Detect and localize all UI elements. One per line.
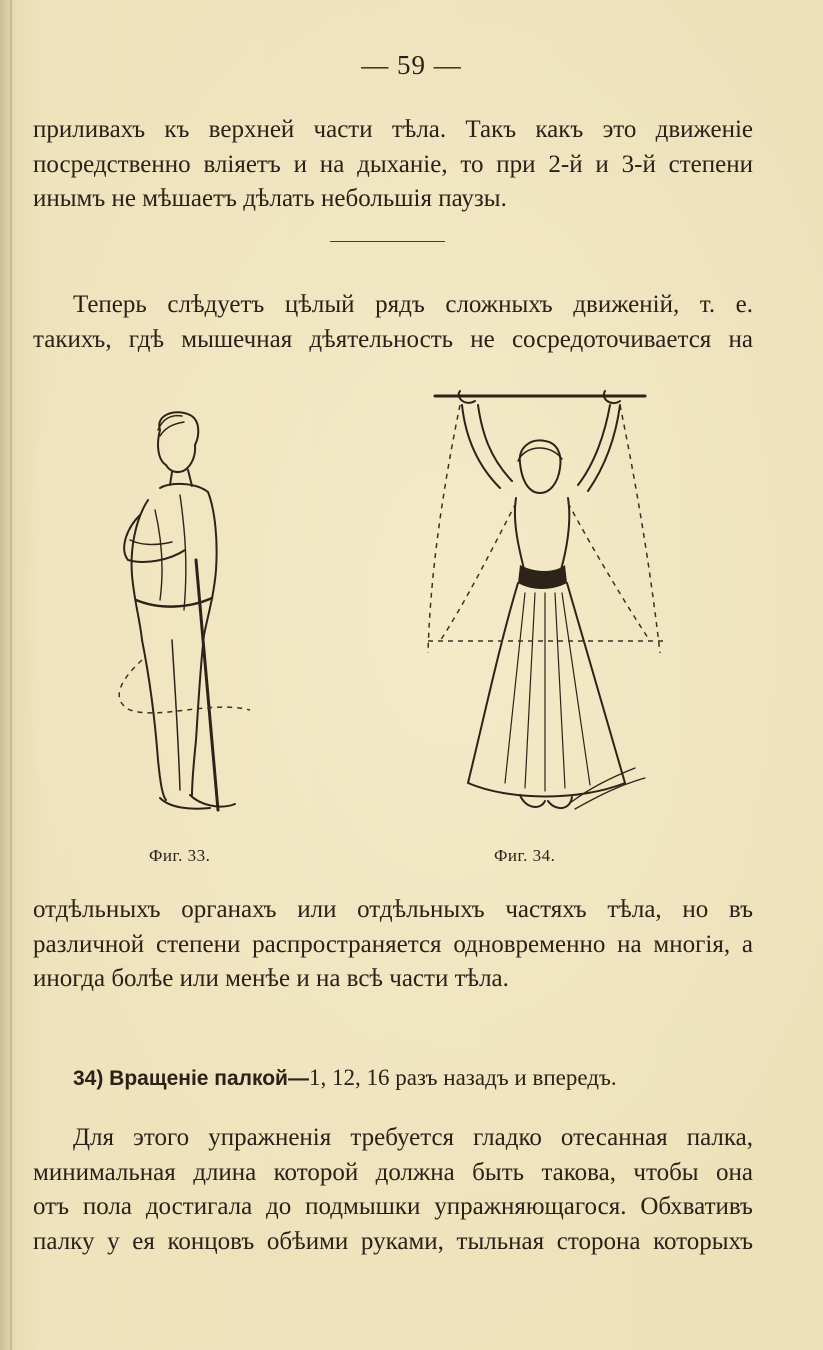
figure-34-caption: Фиг. 34. bbox=[494, 846, 556, 865]
exercise-name: 34) Вращеніе палкой— bbox=[73, 1067, 309, 1090]
text-line: палку у ея концовъ обѣими руками, тыльная сторона которыхъ bbox=[33, 1227, 753, 1255]
figure-34-illustration bbox=[420, 383, 670, 823]
exercise-heading bbox=[73, 1065, 753, 1091]
page-gutter bbox=[10, 0, 12, 1350]
paragraph-2 bbox=[33, 288, 753, 357]
text-line: Для этого упражненія требуется гладко отесанная палка, bbox=[73, 1124, 753, 1151]
exercise-counts: 1, 12, 16 разъ назадъ и впередъ. bbox=[308, 1065, 617, 1090]
text-line: различной степени распространяется одновременно на многія, а bbox=[33, 930, 753, 958]
text-line: иногда болѣе или менѣе и на всѣ части тѣла. bbox=[33, 965, 509, 992]
text-line: приливахъ къ верхней части тѣла. Такъ какъ это движеніе bbox=[33, 116, 753, 143]
text-line: минимальная длина которой должна быть такова, чтобы она bbox=[33, 1158, 753, 1186]
text-line: отдѣльныхъ органахъ или отдѣльныхъ частяхъ тѣла, но въ bbox=[33, 896, 753, 923]
paragraph-4 bbox=[33, 1121, 753, 1259]
text-line: отъ пола достигала до подмышки упражняющагося. Обхвативъ bbox=[33, 1193, 753, 1220]
text-line: посредственно вліяетъ и на дыханіе, то при 2-й и 3-й степени bbox=[33, 150, 753, 178]
text-line: Теперь слѣдуетъ цѣлый рядъ сложныхъ движеній, т. е. bbox=[73, 291, 753, 318]
text-line: такихъ, гдѣ мышечная дѣятельность не сосредоточивается на bbox=[33, 325, 753, 353]
section-divider bbox=[330, 241, 445, 242]
figure-33-illustration bbox=[100, 400, 290, 830]
paragraph-3 bbox=[33, 893, 753, 997]
text-line: инымъ не мѣшаетъ дѣлать небольшія паузы. bbox=[33, 185, 507, 212]
figure-33-caption: Фиг. 33. bbox=[149, 846, 211, 865]
page-number: — 59 — bbox=[361, 50, 462, 80]
paragraph-1 bbox=[33, 113, 753, 217]
